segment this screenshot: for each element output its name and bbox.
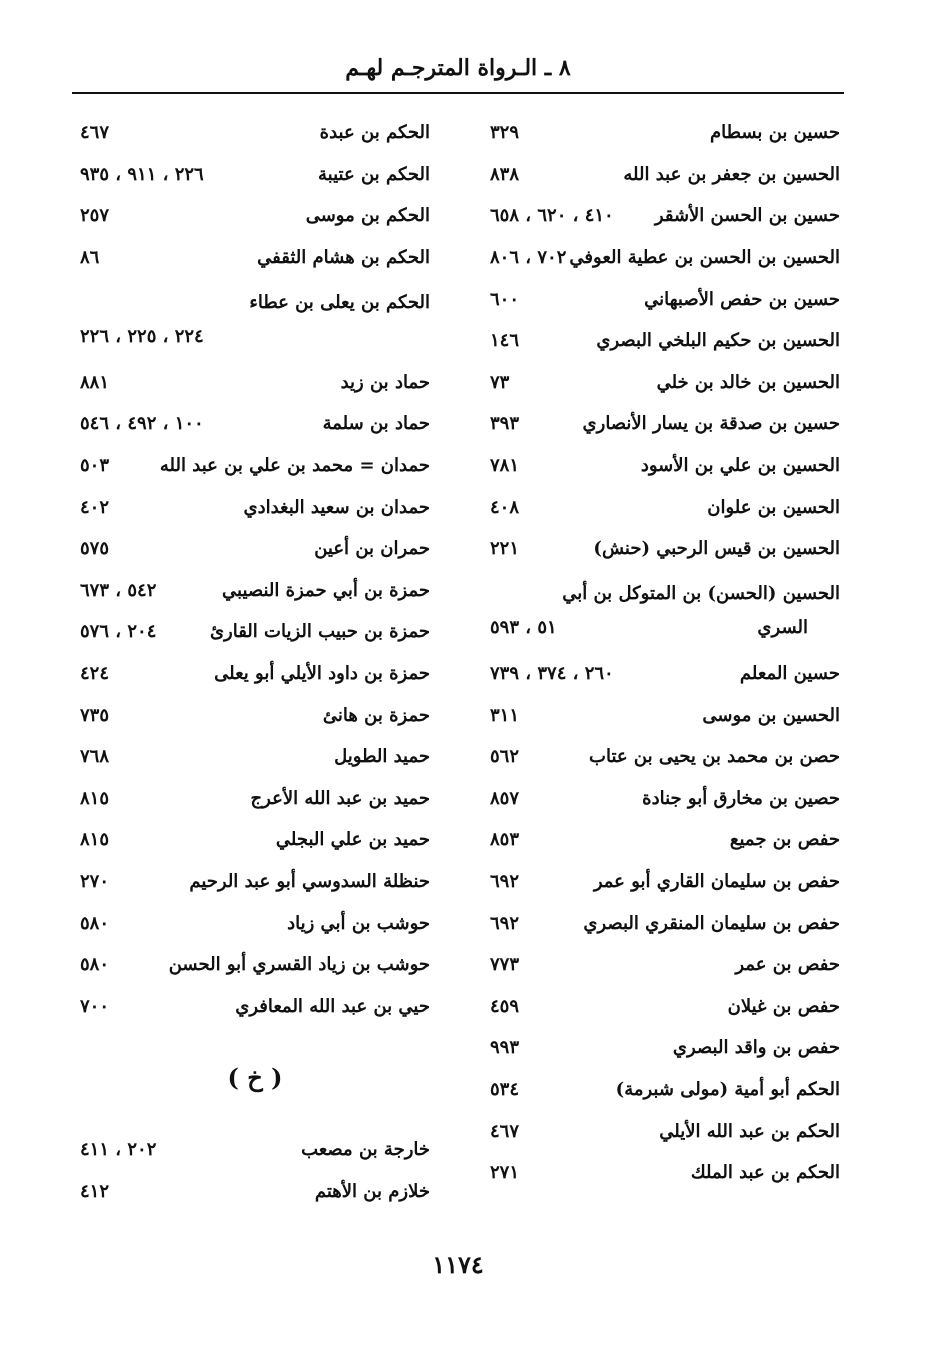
index-entry <box>80 195 430 237</box>
page-references: ٢٢١ <box>490 538 520 560</box>
wrapped-line <box>80 320 430 354</box>
page-references: ٣١١ <box>490 704 520 726</box>
narrator-name: حفص بن سليمان المنقري البصري <box>583 912 840 934</box>
index-entry <box>80 237 430 279</box>
page-references: ٨٦ <box>80 247 100 269</box>
index-entry <box>490 985 840 1027</box>
index-entry <box>490 154 840 196</box>
index-entry <box>490 1069 840 1111</box>
narrator-name: حمزة بن حبيب الزيات القارئ <box>209 621 430 643</box>
narrator-name: حصن بن محمد بن يحيى بن عتاب <box>589 746 840 768</box>
narrator-name-continuation: السري <box>757 617 808 639</box>
narrator-name: حسين بن الحسن الأشقر <box>654 205 840 227</box>
running-header: ٨ ـ الـرواة المترجـم لهـم <box>345 55 571 81</box>
page-references: ٤٦٧ <box>490 1120 520 1142</box>
page-references: ٩٩٣ <box>490 1037 520 1059</box>
page-references: ٨١٥ <box>80 787 110 809</box>
page-references: ٣٩٣ <box>490 413 520 435</box>
page-references: ٤٠٨ <box>490 496 520 518</box>
page-references: ٦٠٠ <box>490 288 520 310</box>
page-references: ١٤٦ <box>490 330 520 352</box>
page-references: ٥٤٢ ، ٦٧٣ <box>80 579 157 601</box>
index-entry <box>490 902 840 944</box>
narrator-name: الحكم بن عبد الله الأيلي <box>659 1120 840 1142</box>
page-references: ٤٠٢ <box>80 496 110 518</box>
index-entry <box>490 278 840 320</box>
index-entry-wrapped <box>80 278 430 361</box>
index-entry <box>490 237 840 279</box>
narrator-name: الحسين بن علي بن الأسود <box>640 455 840 477</box>
narrator-name: حسين بن صدقة بن يسار الأنصاري <box>582 413 840 435</box>
narrator-name: الحسين (الحسن) بن المتوكل بن أبي <box>562 583 840 605</box>
page-references: ١٠٠ ، ٤٩٢ ، ٥٤٦ <box>80 413 204 435</box>
narrator-name: الحكم بن يعلى بن عطاء <box>249 291 430 313</box>
narrator-name: حوشب بن زياد القسري أبو الحسن <box>168 954 430 976</box>
narrator-name: حصين بن مخارق أبو جنادة <box>642 787 840 809</box>
narrator-name: حماد بن سلمة <box>322 413 430 435</box>
page-references: ٤١٢ <box>80 1180 110 1202</box>
section-letter-heading: ( خ ) <box>227 1063 283 1093</box>
page-references: ٢٢٤ ، ٢٢٥ ، ٢٢٦ <box>80 325 204 347</box>
page-references: ٨٥٧ <box>490 787 520 809</box>
narrator-name: حسين بن بسطام <box>709 122 840 144</box>
page-references: ٥٣٤ <box>490 1078 520 1100</box>
narrator-name: الحكم بن عتيبة <box>318 163 430 185</box>
index-entry <box>80 778 430 820</box>
page-references: ٢٠٤ ، ٥٧٦ <box>80 621 157 643</box>
index-column-right <box>490 112 840 1193</box>
narrator-name: حفص بن عمر <box>735 954 840 976</box>
page-references: ٨٣٨ <box>490 163 520 185</box>
index-entry <box>490 320 840 362</box>
narrator-name: خارجة بن مصعب <box>301 1139 430 1161</box>
header-rule <box>72 92 844 94</box>
index-entry <box>490 778 840 820</box>
narrator-name: حماد بن زيد <box>340 371 430 393</box>
index-entry <box>490 445 840 487</box>
narrator-name: حمران بن أعين <box>314 538 430 560</box>
page-references: ٧٨١ <box>490 455 520 477</box>
index-entry <box>80 445 430 487</box>
narrator-name: الحسين بن حكيم البلخي البصري <box>596 330 840 352</box>
narrator-name: الحسين بن موسى <box>702 704 840 726</box>
page-references: ٥٠٣ <box>80 455 110 477</box>
index-entry <box>490 1110 840 1152</box>
index-entry <box>490 861 840 903</box>
index-entry <box>80 570 430 612</box>
page-references: ٨١٥ <box>80 829 110 851</box>
narrator-name: حسين بن حفص الأصبهاني <box>644 288 840 310</box>
narrator-name: الحسين بن الحسن بن عطية العوفي <box>569 247 840 269</box>
index-entry <box>490 1027 840 1069</box>
index-column-left <box>80 112 430 1212</box>
index-entry <box>490 528 840 570</box>
index-entry <box>490 1152 840 1194</box>
narrator-name: حمزة بن هانئ <box>322 704 430 726</box>
page-references: ٢٧١ <box>490 1162 520 1184</box>
index-entry-wrapped <box>490 570 840 653</box>
section-spacer <box>80 1109 430 1129</box>
page-number: ١١٧٤ <box>432 1250 484 1279</box>
index-entry <box>490 195 840 237</box>
narrator-name: خلازم بن الأهتم <box>314 1180 430 1202</box>
narrator-name: حوشب بن أبي زياد <box>287 912 430 934</box>
narrator-name: حمدان بن سعيد البغدادي <box>243 496 430 518</box>
narrator-name: الحكم أبو أمية (مولى شبرمة) <box>615 1078 840 1100</box>
narrator-name: حفص بن جميع <box>729 829 840 851</box>
page-references: ٦٩٢ <box>490 912 520 934</box>
narrator-name: حمزة بن أبي حمزة النصيبي <box>222 579 430 601</box>
index-entry <box>80 154 430 196</box>
index-entry <box>80 902 430 944</box>
page-references: ٨٨١ <box>80 371 110 393</box>
index-entry <box>80 403 430 445</box>
page-references: ٥٨٠ <box>80 912 110 934</box>
page-references: ٤١٠ ، ٦٢٠ ، ٦٥٨ <box>490 205 614 227</box>
page-references: ٥٦٢ <box>490 746 520 768</box>
page-references: ٣٢٩ <box>490 122 520 144</box>
index-entry <box>490 736 840 778</box>
index-entry <box>80 819 430 861</box>
index-entry <box>80 1171 430 1213</box>
narrator-name: حمزة بن داود الأيلي أبو يعلى <box>214 663 430 685</box>
section-spacer <box>80 1027 430 1047</box>
page-references: ٤٥٩ <box>490 995 520 1017</box>
page-references: ٢٥٧ <box>80 205 110 227</box>
index-entry <box>80 694 430 736</box>
page-references: ٥٧٥ <box>80 538 110 560</box>
narrator-name: حسين المعلم <box>739 663 840 685</box>
index-entry <box>80 528 430 570</box>
narrator-name: الحكم بن عبدة <box>319 122 430 144</box>
index-entry <box>490 819 840 861</box>
narrator-name: حميد بن عبد الله الأعرج <box>250 787 430 809</box>
page-references: ٢٧٠ <box>80 870 110 892</box>
page-references: ٥١ ، ٥٩٣ <box>490 617 557 639</box>
index-entry <box>80 653 430 695</box>
narrator-name: حميد الطويل <box>334 746 430 768</box>
page-references: ٤٢٤ <box>80 663 110 685</box>
index-entry <box>490 362 840 404</box>
narrator-name: حمدان = محمد بن علي بن عبد الله <box>159 455 430 477</box>
page-references: ٢٢٦ ، ٩١١ ، ٩٣٥ <box>80 163 204 185</box>
page-references: ٧٠٢ ، ٨٠٦ <box>490 247 567 269</box>
index-entry <box>490 403 840 445</box>
narrator-name: حفص بن سليمان القاري أبو عمر <box>593 870 840 892</box>
index-entry <box>80 611 430 653</box>
index-entry <box>490 944 840 986</box>
index-entry <box>80 486 430 528</box>
page-references: ٧٠٠ <box>80 995 110 1017</box>
spacer <box>398 320 430 354</box>
narrator-name: الحسين بن جعفر بن عبد الله <box>623 163 840 185</box>
index-entry <box>80 112 430 154</box>
narrator-name: حيي بن عبد الله المعافري <box>235 995 430 1017</box>
narrator-name: الحسين بن خالد بن خلي <box>656 371 840 393</box>
narrator-name: الحسين بن علوان <box>707 496 840 518</box>
narrator-name: الحكم بن هشام الثقفي <box>257 247 430 269</box>
index-entry <box>80 944 430 986</box>
page-references: ٧٧٣ <box>490 954 520 976</box>
page-references: ٥٨٠ <box>80 954 110 976</box>
page-references: ٧٣٥ <box>80 704 110 726</box>
narrator-name: الحسين بن قيس الرحبي (حنش) <box>593 538 840 560</box>
wrapped-line <box>490 611 840 645</box>
index-entry <box>80 861 430 903</box>
index-entry <box>490 486 840 528</box>
index-entry <box>490 653 840 695</box>
page-references: ٢٠٢ ، ٤١١ <box>80 1139 157 1161</box>
index-entry <box>490 112 840 154</box>
page-references: ٨٥٣ <box>490 829 520 851</box>
index-entry <box>80 1129 430 1171</box>
index-entry <box>80 362 430 404</box>
narrator-name: الحكم بن موسى <box>305 205 430 227</box>
page-references: ٢٦٠ ، ٣٧٤ ، ٧٣٩ <box>490 663 614 685</box>
narrator-name: حفص بن غيلان <box>727 995 840 1017</box>
index-entry <box>490 694 840 736</box>
page-references: ٤٦٧ <box>80 122 110 144</box>
index-entry <box>80 985 430 1027</box>
page-references: ٧٦٨ <box>80 746 110 768</box>
narrator-name: حنظلة السدوسي أبو عبد الرحيم <box>189 870 430 892</box>
narrator-name: حفص بن واقد البصري <box>672 1037 840 1059</box>
page-references: ٦٩٢ <box>490 870 520 892</box>
page-references: ٧٣ <box>490 371 510 393</box>
narrator-name: حميد بن علي البجلي <box>275 829 430 851</box>
narrator-name: الحكم بن عبد الملك <box>690 1162 840 1184</box>
index-entry <box>80 736 430 778</box>
